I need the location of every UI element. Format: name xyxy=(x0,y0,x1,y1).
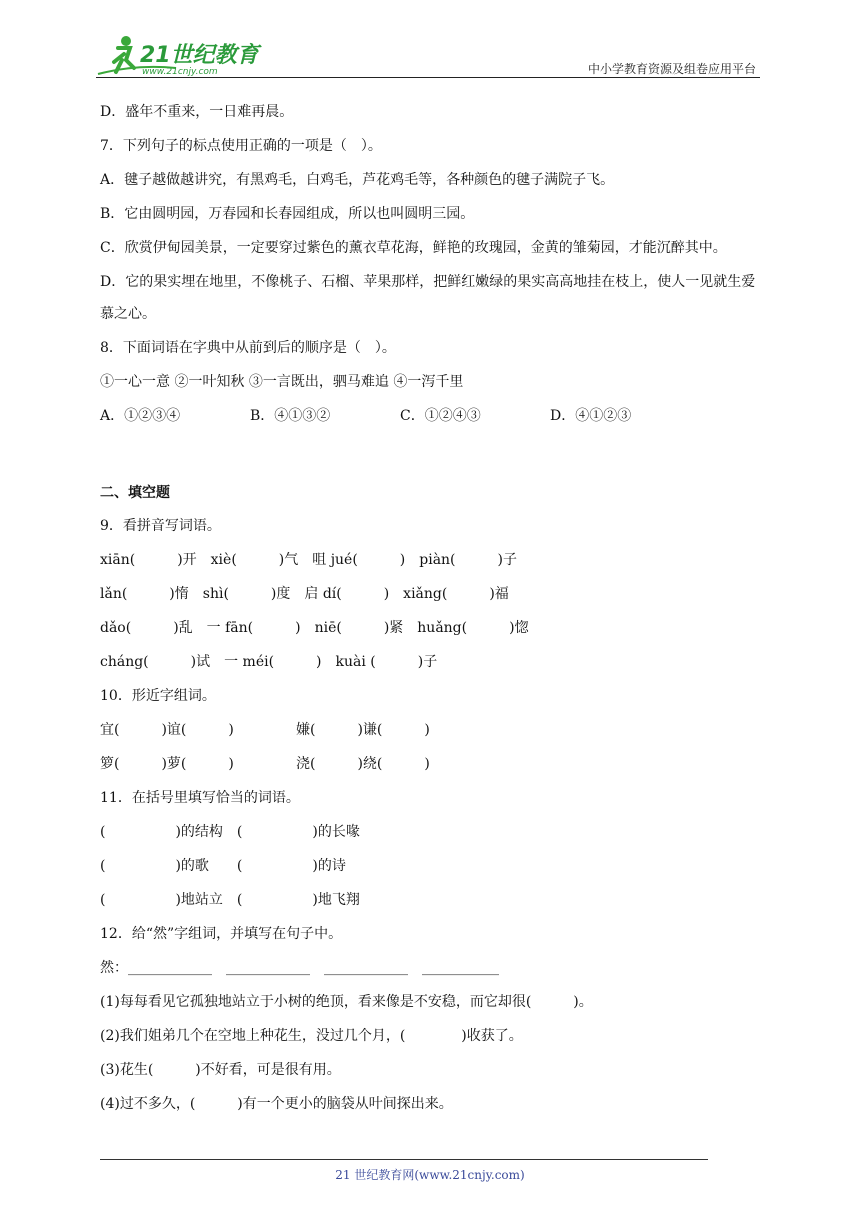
document-body xyxy=(100,102,764,1128)
q8-option-b: B．④①③② xyxy=(250,408,331,424)
q7-option-b: B．它由圆明园，万春园和长春园组成，所以也叫圆明三园。 xyxy=(100,206,475,222)
q7-option-c: C．欣赏伊甸园美景，一定要穿过紫色的薰衣草花海，鲜艳的玫瑰园，金黄的雏菊园，才能沉醉其中。 xyxy=(100,240,727,256)
footer-text: 21 世纪教育网(www.21cnjy.com) xyxy=(335,1168,525,1182)
header-divider xyxy=(96,77,760,78)
q9-line: lǎn( )惰 shì( )度 启 dí( ) xiǎng( )福 xyxy=(100,586,509,602)
q10-row xyxy=(100,754,764,774)
svg-text:21世纪教育: 21世纪教育 xyxy=(140,43,259,68)
q9-line: cháng( )试 一 méi( ) kuài ( )子 xyxy=(100,654,438,670)
q7-option-d: D．它的果实埋在地里，不像桃子、石榴、苹果那样，把鲜红嫩绿的果实高高地挂在枝上，使人一见就生爱慕之心。 xyxy=(100,274,756,322)
q10-cell: 箩( )萝( ) xyxy=(100,756,234,772)
q8-option-a: A．①②③④ xyxy=(100,408,181,424)
q9-line: xiān( )开 xiè( )气 咀 jué( ) piàn( )子 xyxy=(100,552,517,568)
q8-option-d: D．④①②③ xyxy=(550,408,632,424)
q8-options xyxy=(100,406,764,426)
page-header xyxy=(0,0,860,80)
q6-option-d: D．盛年不重来，一日难再晨。 xyxy=(100,104,294,120)
platform-label: 中小学教育资源及组卷应用平台 xyxy=(587,62,756,76)
q11-line: ( )的结构 ( )的长喙 xyxy=(100,824,360,840)
q10-row xyxy=(100,720,764,740)
q8-items: ①一心一意 ②一叶知秋 ③一言既出，驷马难追 ④一泻千里 xyxy=(100,374,464,390)
q8-option-c: C．①②④③ xyxy=(400,408,481,424)
q12-sentence: (2)我们姐弟几个在空地上种花生，没过几个月，( )收获了。 xyxy=(100,1028,523,1044)
q9-line: dǎo( )乱 一 fān( ) niē( )紧 huǎng( )惚 xyxy=(100,620,529,636)
svg-text:www.21cnjy.com: www.21cnjy.com xyxy=(142,67,218,77)
site-logo xyxy=(96,34,266,78)
q9-stem: 9．看拼音写词语。 xyxy=(100,518,221,534)
q10-cell: 宜( )谊( ) xyxy=(100,722,234,738)
q7-stem: 7．下列句子的标点使用正确的一项是（ ）。 xyxy=(100,138,382,154)
q12-sentence: (3)花生( )不好看，可是很有用。 xyxy=(100,1062,341,1078)
section-title: 二、填空题 xyxy=(100,485,170,501)
q11-line: ( )地站立 ( )地飞翔 xyxy=(100,892,360,908)
q8-stem: 8．下面词语在字典中从前到后的顺序是（ ）。 xyxy=(100,340,396,356)
q10-cell: 嫌( )谦( ) xyxy=(296,722,430,738)
q11-line: ( )的歌 ( )的诗 xyxy=(100,858,346,874)
footer-divider xyxy=(100,1159,708,1160)
q12-sentence: (4)过不多久，( )有一个更小的脑袋从叶间探出来。 xyxy=(100,1096,453,1112)
q12-blanks: 然：____________ ____________ ____________ ___________ xyxy=(100,960,499,976)
q10-cell: 浇( )绕( ) xyxy=(296,756,430,772)
q10-stem: 10．形近字组词。 xyxy=(100,688,216,704)
q11-stem: 11．在括号里填写恰当的词语。 xyxy=(100,790,300,806)
q12-stem: 12．给“然”字组词，并填写在句子中。 xyxy=(100,926,343,942)
q12-sentence: (1)每每看见它孤独地站立于小树的绝顶，看来像是不安稳，而它却很( )。 xyxy=(100,994,593,1010)
q7-option-a: A．毽子越做越讲究，有黑鸡毛，白鸡毛，芦花鸡毛等，各种颜色的毽子满院子飞。 xyxy=(100,172,615,188)
